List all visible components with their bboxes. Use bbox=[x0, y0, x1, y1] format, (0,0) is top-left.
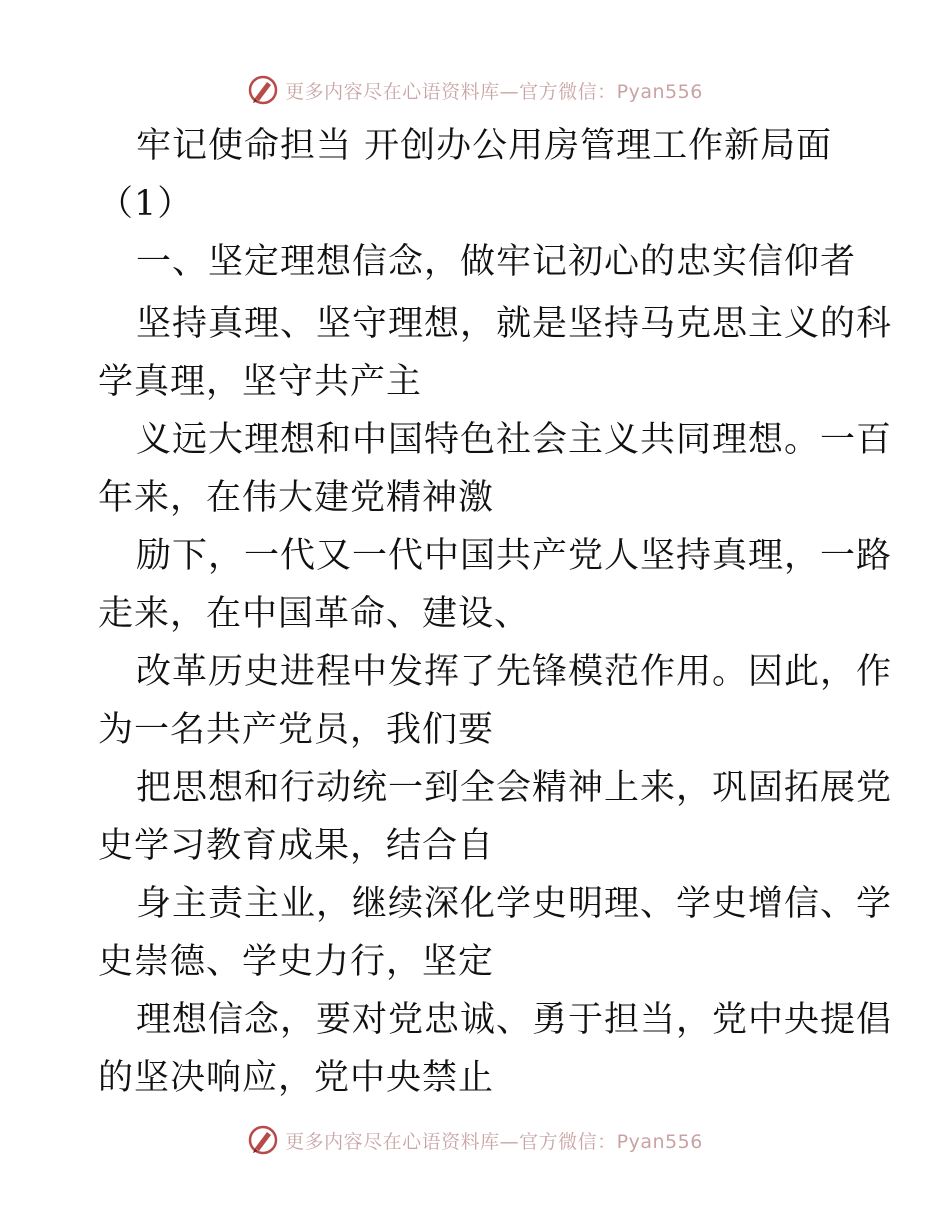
paragraph-line: 为一名共产党员，我们要 bbox=[98, 710, 495, 750]
footer-banner-text: 更多内容尽在心语资料库—官方微信：Pyan556 bbox=[285, 1130, 703, 1153]
paragraph-line: 年来，在伟大建党精神激 bbox=[98, 478, 495, 518]
header-banner bbox=[0, 70, 950, 110]
paragraph-line: 把思想和行动统一到全会精神上来，巩固拓展党 bbox=[136, 768, 893, 808]
pen-in-circle-icon bbox=[247, 1124, 279, 1156]
paragraph-line: 理想信念，要对党忠诚、勇于担当，党中央提倡 bbox=[136, 1000, 893, 1040]
paragraph-line: 的坚决响应，党中央禁止 bbox=[98, 1058, 495, 1098]
paragraph-line: 改革历史进程中发挥了先锋模范作用。因此，作 bbox=[136, 652, 893, 692]
paragraph-line: 义远大理想和中国特色社会主义共同理想。一百 bbox=[136, 420, 893, 460]
paragraph-line: 史学习教育成果，结合自 bbox=[98, 826, 495, 866]
document-title-suffix: （1） bbox=[98, 184, 194, 224]
paragraph-line: 走来，在中国革命、建设、 bbox=[98, 594, 531, 634]
paragraph-line: 学真理，坚守共产主 bbox=[98, 362, 423, 402]
footer-banner bbox=[0, 1120, 950, 1160]
paragraph-line: 坚持真理、坚守理想，就是坚持马克思主义的科 bbox=[136, 304, 893, 344]
section-heading: 一、坚定理想信念，做牢记初心的忠实信仰者 bbox=[136, 242, 857, 282]
pen-in-circle-icon bbox=[247, 74, 279, 106]
header-banner-text: 更多内容尽在心语资料库—官方微信：Pyan556 bbox=[285, 80, 703, 103]
document-title: 牢记使命担当 开创办公用房管理工作新局面 bbox=[136, 126, 833, 166]
paragraph-line: 励下，一代又一代中国共产党人坚持真理，一路 bbox=[136, 536, 893, 576]
paragraph-line: 身主责主业，继续深化学史明理、学史增信、学 bbox=[136, 884, 893, 924]
paragraph-line: 史崇德、学史力行，坚定 bbox=[98, 942, 495, 982]
